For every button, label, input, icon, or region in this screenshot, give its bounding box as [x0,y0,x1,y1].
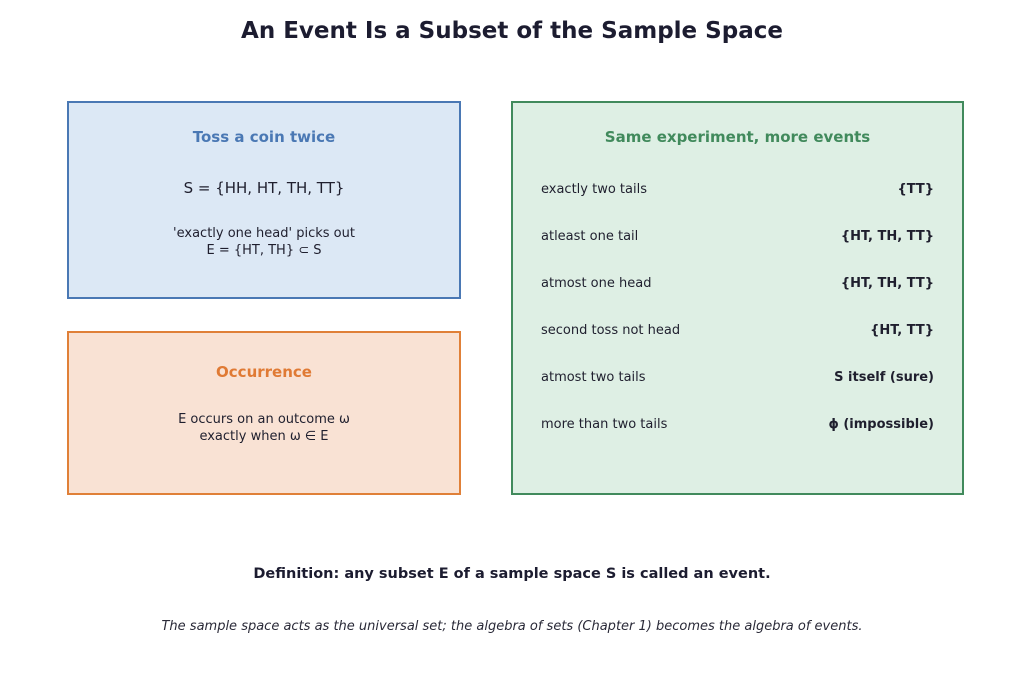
event-label: atmost one head [541,276,652,291]
footnote-text: The sample space acts as the universal set; the algebra of sets (Chapter 1) becomes the algebra of events. [161,619,863,634]
event-set: S itself (sure) [834,370,934,385]
event-row [541,323,934,343]
event-row [541,276,934,296]
event-row [541,370,934,390]
definition-text: Definition: any subset E of a sample space S is called an event. [253,566,771,582]
sample-space-text: S = {HH, HT, TH, TT} [183,179,345,197]
event-set: {HT, TH, TT} [840,229,934,244]
event-label: exactly two tails [541,182,647,197]
event-label: atleast one tail [541,229,639,244]
event-label: second toss not head [541,323,681,338]
occurrence-box [67,331,461,495]
toss-coin-box [67,101,461,299]
toss-box-title: Toss a coin twice [192,128,336,146]
event-row [541,229,934,249]
occurrence-line2: exactly when ω ∈ E [199,429,329,444]
event-label: more than two tails [541,417,668,432]
occurrence-box-description [69,411,459,445]
occurrence-line1: E occurs on an outcome ω [178,412,350,427]
event-set: {TT} [897,182,934,197]
events-box [511,101,964,495]
event-set: {HT, TT} [870,323,934,338]
toss-box-description [69,225,459,259]
event-set: {HT, TH, TT} [840,276,934,291]
toss-box-line2: E = {HT, TH} ⊂ S [206,243,322,258]
toss-box-line1: 'exactly one head' picks out [173,226,355,241]
event-row [541,417,934,437]
occurrence-box-title: Occurrence [216,363,312,381]
page-title: An Event Is a Subset of the Sample Space [241,18,783,44]
event-row [541,182,934,202]
event-set: ϕ (impossible) [828,417,934,432]
event-label: atmost two tails [541,370,646,385]
events-box-title: Same experiment, more events [604,128,871,146]
